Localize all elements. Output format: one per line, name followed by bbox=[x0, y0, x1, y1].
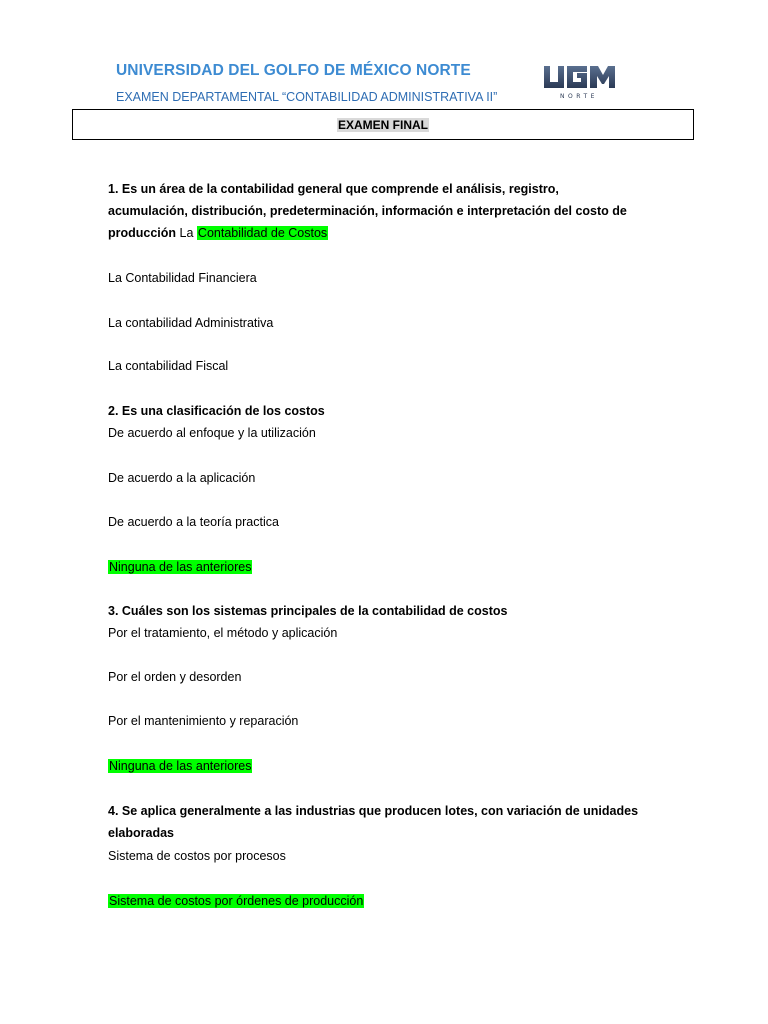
q4-answer-line bbox=[108, 890, 364, 912]
q3-question: 3. Cuáles son los sistemas principales de la contabilidad de costos bbox=[108, 604, 508, 618]
ugm-logo bbox=[542, 62, 616, 100]
q4-option: Sistema de costos por procesos bbox=[108, 849, 286, 863]
q1-answer: Contabilidad de Costos bbox=[197, 226, 328, 240]
exam-subtitle: EXAMEN DEPARTAMENTAL “CONTABILIDAD ADMINISTRATIVA II” bbox=[116, 90, 498, 104]
q3-answer: Ninguna de las anteriores bbox=[109, 759, 252, 773]
q2-answer-line bbox=[108, 556, 252, 578]
q3-option: Por el tratamiento, el método y aplicación bbox=[108, 626, 338, 640]
q4-answer: Sistema de costos por órdenes de producción bbox=[109, 894, 364, 908]
q2-option: De acuerdo a la aplicación bbox=[108, 471, 256, 485]
logo-subtext: NORTE bbox=[560, 93, 598, 100]
q1-option: La contabilidad Administrativa bbox=[108, 316, 274, 330]
q2-answer: Ninguna de las anteriores bbox=[109, 560, 252, 574]
exam-title-box bbox=[72, 109, 694, 140]
q1-text-line-1: 1. Es un área de la contabilidad general que comprende el análisis, registro, bbox=[108, 182, 559, 196]
q3-answer-line bbox=[108, 755, 252, 777]
q4-text-line-1: 4. Se aplica generalmente a las industrias que producen lotes, con variación de unidades bbox=[108, 804, 639, 818]
q3-option: Por el orden y desorden bbox=[108, 670, 242, 684]
q1-option: La Contabilidad Financiera bbox=[108, 271, 257, 285]
q3-option: Por el mantenimiento y reparación bbox=[108, 714, 299, 728]
q4-text-line-2: elaboradas bbox=[108, 826, 175, 840]
q1-text-line-2: acumulación, distribución, predeterminación, información e interpretación del costo de bbox=[108, 204, 627, 218]
university-name: UNIVERSIDAD DEL GOLFO DE MÉXICO NORTE bbox=[116, 62, 471, 79]
q1-text-line-3 bbox=[108, 222, 328, 244]
q1-option: La contabilidad Fiscal bbox=[108, 359, 229, 373]
q2-question: 2. Es una clasificación de los costos bbox=[108, 404, 325, 418]
exam-title: EXAMEN FINAL bbox=[338, 118, 428, 132]
q2-option: De acuerdo al enfoque y la utilización bbox=[108, 426, 316, 440]
q1-text-end: producción bbox=[108, 226, 177, 240]
q2-option: De acuerdo a la teoría practica bbox=[108, 515, 279, 529]
q1-article: La bbox=[176, 226, 197, 240]
